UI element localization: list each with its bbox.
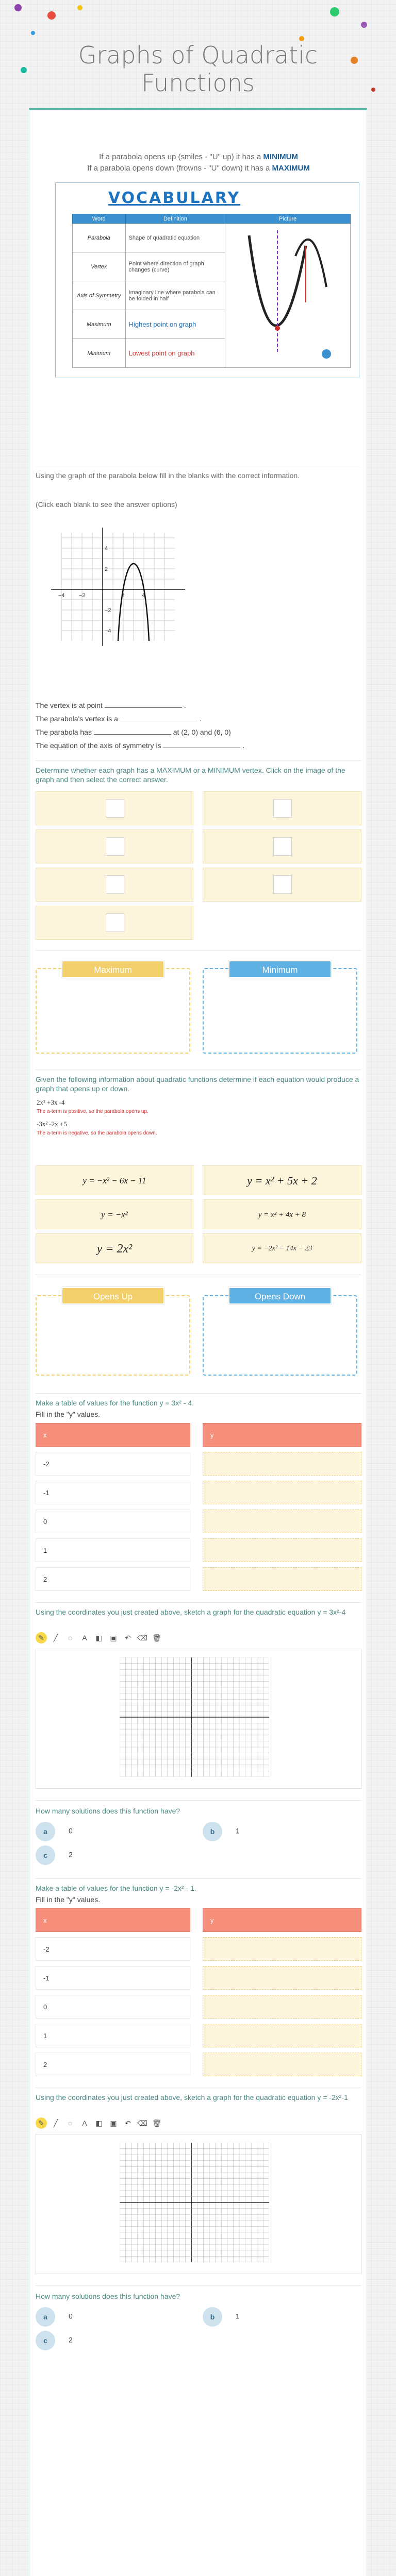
- shapes-icon[interactable]: ◧: [95, 1634, 103, 1642]
- divider: [36, 760, 361, 761]
- graph-card[interactable]: [36, 791, 193, 825]
- question-prompt: Using the graph of the parabola below fill in the blanks with the correct information.: [36, 471, 300, 480]
- vocab-term: Maximum: [73, 310, 126, 339]
- tick-label: −2: [79, 592, 86, 599]
- x-header: x: [36, 1423, 190, 1447]
- question-prompt: How many solutions does this function have?: [36, 1807, 180, 1815]
- shapes-icon[interactable]: ◧: [95, 2119, 103, 2127]
- parabola-picture: [228, 225, 332, 364]
- question-prompt: How many solutions does this function have?: [36, 2292, 180, 2300]
- tick-label: −4: [58, 592, 65, 599]
- eraser-icon[interactable]: ⌫: [137, 2119, 147, 2127]
- vocab-term: Parabola: [73, 224, 126, 252]
- vocab-header: Picture: [225, 214, 351, 224]
- question-prompt: Using the coordinates you just created above, sketch a graph for the quadratic equation y = -2x²-1: [36, 2093, 348, 2102]
- graph-card[interactable]: [203, 791, 361, 825]
- y-input[interactable]: [203, 1481, 361, 1504]
- text-icon[interactable]: A: [82, 2119, 87, 2127]
- graph-card[interactable]: [203, 829, 361, 863]
- vocab-term: Vertex: [73, 252, 126, 281]
- equation-card[interactable]: y = −2x² − 14x − 23: [203, 1233, 361, 1263]
- y-input[interactable]: [203, 2024, 361, 2047]
- y-input[interactable]: [203, 1567, 361, 1591]
- undo-icon[interactable]: ↶: [125, 2119, 131, 2127]
- vocab-def: Highest point on graph: [125, 310, 225, 339]
- graph-thumbnail: [273, 875, 292, 894]
- y-input[interactable]: [203, 1966, 361, 1990]
- opens-down-dropzone[interactable]: [203, 1295, 357, 1376]
- fill-line: The vertex is at point .: [36, 701, 186, 709]
- divider: [36, 1878, 361, 1879]
- drawing-canvas[interactable]: [36, 1649, 361, 1789]
- confetti-dot: [31, 31, 35, 35]
- drawing-toolbar: [36, 1632, 166, 1646]
- x-value: 1: [36, 1538, 190, 1562]
- graph-thumbnail: [273, 799, 292, 818]
- vocab-def: Lowest point on graph: [125, 339, 225, 368]
- question-subprompt: Fill in the "y" values.: [36, 1410, 101, 1418]
- graph-thumbnail: [273, 837, 292, 856]
- maximum-label: Maximum: [61, 960, 164, 978]
- intro-line-2: If a parabola opens down (frowns - "U" down) it has a MAXIMUM: [87, 164, 310, 173]
- graph-thumbnail: [106, 913, 124, 932]
- equation-card[interactable]: y = −x²: [36, 1199, 193, 1229]
- vocabulary-table: [72, 214, 351, 368]
- vocab-term: Axis of Symmetry: [73, 281, 126, 310]
- y-header: y: [203, 1423, 361, 1447]
- intro-line: If a parabola opens up (smiles - "U" up) it has a MINIMUM: [99, 152, 298, 161]
- trash-icon[interactable]: 🗑: [152, 2119, 161, 2127]
- highlighter-icon[interactable]: ◌: [68, 1634, 73, 1642]
- graph-card[interactable]: [36, 906, 193, 940]
- answer-option[interactable]: c 2: [36, 2331, 73, 2350]
- opens-up-dropzone[interactable]: [36, 1295, 190, 1376]
- fill-line: The parabola has at (2, 0) and (6, 0): [36, 728, 231, 736]
- tick-label: 4: [105, 546, 108, 552]
- graph-card[interactable]: [36, 829, 193, 863]
- vocab-def: Point where direction of graph changes (curve): [125, 252, 225, 281]
- answer-option[interactable]: c 2: [36, 1845, 73, 1865]
- pen-icon[interactable]: ╱: [53, 2119, 58, 2127]
- blank-vertex[interactable]: [105, 702, 182, 708]
- x-value: -2: [36, 1937, 190, 1961]
- confetti-dot: [299, 36, 304, 41]
- tick-label: −2: [105, 607, 111, 614]
- y-input[interactable]: [203, 1937, 361, 1961]
- graph-card[interactable]: [36, 868, 193, 902]
- divider: [36, 1393, 361, 1394]
- vocab-picture: [225, 224, 351, 368]
- answer-option[interactable]: a 0: [36, 2307, 73, 2327]
- confetti-dot: [361, 22, 367, 28]
- coordinate-grid: [120, 1657, 269, 1777]
- divider: [36, 1800, 361, 1801]
- y-input[interactable]: [203, 1452, 361, 1476]
- vocabulary-card: [55, 182, 359, 378]
- pencil-icon[interactable]: ✎: [36, 2117, 47, 2129]
- minimum-label: Minimum: [228, 960, 332, 978]
- answer-option[interactable]: b 1: [203, 2307, 240, 2327]
- coordinate-grid: [120, 2143, 269, 2262]
- y-input[interactable]: [203, 2053, 361, 2076]
- question-prompt: Make a table of values for the function y = -2x² - 1.: [36, 1884, 196, 1892]
- drawing-canvas[interactable]: [36, 2134, 361, 2274]
- drawing-toolbar: [36, 2117, 166, 2131]
- undo-icon[interactable]: ↶: [125, 1634, 131, 1642]
- confetti-dot: [47, 11, 56, 20]
- equation-card[interactable]: y = x² + 5x + 2: [203, 1165, 361, 1195]
- graph-thumbnail: [106, 837, 124, 856]
- minimum-dropzone[interactable]: [203, 968, 357, 1054]
- opens-up-label: Opens Up: [61, 1287, 164, 1304]
- graph-thumbnail: [106, 799, 124, 818]
- parabola-graph: [41, 522, 195, 651]
- x-value: -1: [36, 1966, 190, 1990]
- example-note: The a-term is negative, so the parabola opens down.: [37, 1130, 157, 1136]
- divider: [36, 950, 361, 951]
- tick-label: 2: [105, 566, 108, 572]
- confetti-dot: [14, 4, 22, 11]
- tick-label: −4: [105, 628, 111, 634]
- trash-icon[interactable]: 🗑: [152, 1634, 161, 1642]
- pen-icon[interactable]: ╱: [53, 1634, 58, 1642]
- question-prompt: Determine whether each graph has a MAXIMUM or a MINIMUM vertex. Click on the image of the graph and then select the correct answer.: [36, 766, 345, 784]
- vocabulary-title: VOCABULARY: [108, 189, 241, 207]
- confetti-dot: [77, 5, 82, 10]
- y-input[interactable]: [203, 1995, 361, 2019]
- question-subprompt: (Click each blank to see the answer options): [36, 500, 177, 509]
- fill-line: The equation of the axis of symmetry is .: [36, 741, 245, 750]
- question-prompt: Make a table of values for the function y = 3x² - 4.: [36, 1399, 194, 1407]
- vocab-term: Minimum: [73, 339, 126, 368]
- vocab-def: Imaginary line where parabola can be folded in half: [125, 281, 225, 310]
- graph-thumbnail: [106, 875, 124, 894]
- answer-option[interactable]: a 0: [36, 1822, 73, 1841]
- image-icon[interactable]: ▣: [110, 1634, 117, 1642]
- divider: [36, 2285, 361, 2286]
- worksheet: [29, 108, 367, 2576]
- vocab-def: Shape of quadratic equation: [125, 224, 225, 252]
- x-value: 1: [36, 2024, 190, 2047]
- fill-line: The parabola's vertex is a .: [36, 715, 202, 723]
- x-value: 0: [36, 1510, 190, 1533]
- blank-zeros[interactable]: [94, 728, 171, 735]
- x-header: x: [36, 1908, 190, 1932]
- blank-vertex-type[interactable]: [120, 715, 197, 721]
- y-header: y: [203, 1908, 361, 1932]
- page-title: Graphs of Quadratic Functions: [78, 41, 318, 97]
- equation-card[interactable]: y = 2x²: [36, 1233, 193, 1263]
- x-value: 2: [36, 2053, 190, 2076]
- x-value: -2: [36, 1452, 190, 1476]
- highlighter-icon[interactable]: ◌: [68, 2119, 73, 2127]
- example-equation: -3x² -2x +5: [37, 1120, 67, 1128]
- divider: [36, 1602, 361, 1603]
- question-subprompt: Fill in the "y" values.: [36, 1895, 101, 1904]
- vocab-header: Definition: [125, 214, 225, 224]
- question-prompt: Given the following information about quadratic functions determine if each equation would produce a graph that opens up or down.: [36, 1075, 359, 1093]
- equation-card[interactable]: y = −x² − 6x − 11: [36, 1165, 193, 1195]
- answer-option[interactable]: b 1: [203, 1822, 240, 1841]
- question-prompt: Using the coordinates you just created above, sketch a graph for the quadratic equation y = 3x²-4: [36, 1608, 346, 1616]
- y-input[interactable]: [203, 1538, 361, 1562]
- pencil-icon[interactable]: ✎: [36, 1632, 47, 1643]
- example-note: The a-term is positive, so the parabola opens up.: [37, 1109, 148, 1114]
- blank-axis[interactable]: [163, 742, 240, 748]
- eraser-icon[interactable]: ⌫: [137, 1634, 147, 1642]
- x-value: 2: [36, 1567, 190, 1591]
- opens-down-label: Opens Down: [228, 1287, 332, 1304]
- graph-card[interactable]: [203, 868, 361, 902]
- equation-card[interactable]: y = x² + 4x + 8: [203, 1199, 361, 1229]
- image-icon[interactable]: ▣: [110, 2119, 117, 2127]
- y-input[interactable]: [203, 1510, 361, 1533]
- tick-label: 4: [142, 592, 145, 599]
- x-value: -1: [36, 1481, 190, 1504]
- confetti-dot: [330, 7, 339, 16]
- tick-label: 2: [121, 592, 125, 599]
- example-equation: 2x² +3x -4: [37, 1098, 65, 1106]
- x-value: 0: [36, 1995, 190, 2019]
- vocab-header: Word: [73, 214, 126, 224]
- text-icon[interactable]: A: [82, 1634, 87, 1642]
- maximum-dropzone[interactable]: [36, 968, 190, 1054]
